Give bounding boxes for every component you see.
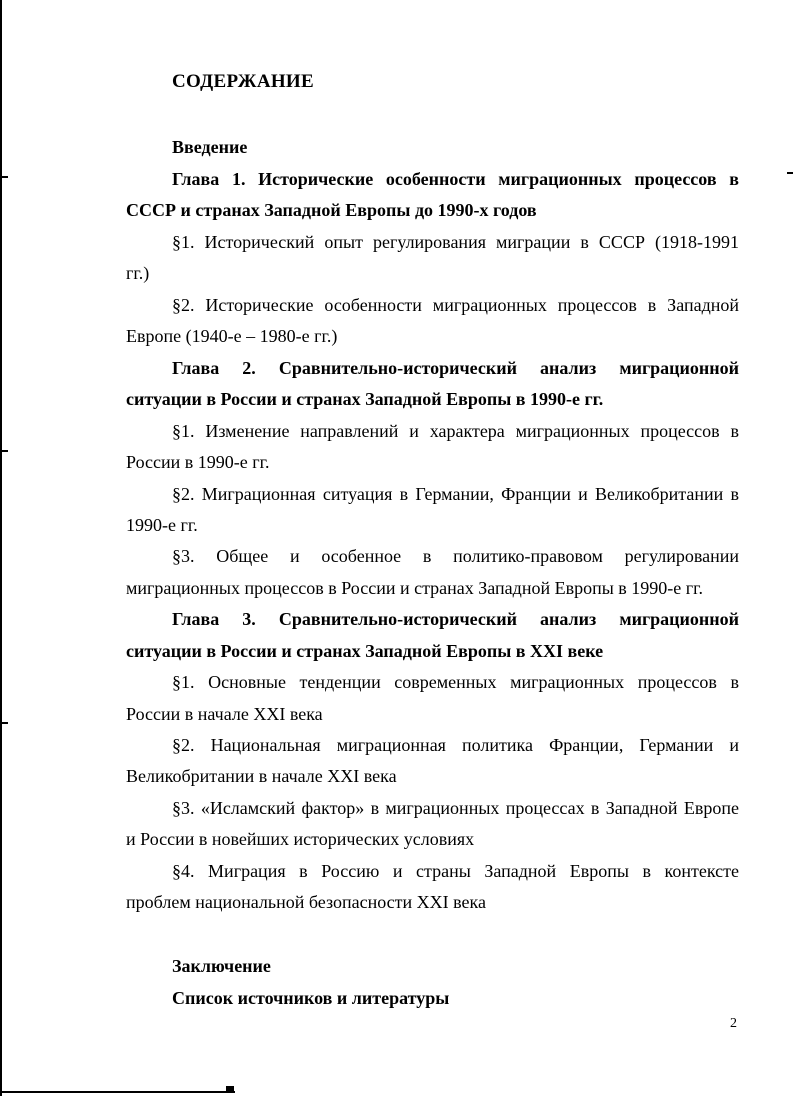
toc-chapter-3-line-2: ситуации в России и странах Западной Европы в XXI веке bbox=[126, 641, 604, 661]
toc-section-3-3-line-1: §3. «Исламский фактор» в миграционных процессах в Западной Европе bbox=[172, 798, 739, 818]
page-title: СОДЕРЖАНИЕ bbox=[172, 71, 314, 92]
toc-section-3-3-line-2: и России в новейших исторических условиях bbox=[126, 829, 475, 849]
left-tick-mark bbox=[0, 722, 8, 724]
toc-chapter-3-line-1: Глава 3. Сравнительно-исторический анализ миграционной bbox=[172, 609, 739, 629]
page-number: 2 bbox=[730, 1016, 737, 1031]
toc-section-3-2-line-1: §2. Национальная миграционная политика Франции, Германии и bbox=[172, 735, 739, 755]
bottom-edge-mark bbox=[226, 1086, 234, 1092]
toc-section-2-1-line-2: России в 1990-е гг. bbox=[126, 452, 270, 472]
toc-section-3-4-line-1: §4. Миграция в Россию и страны Западной Европы в контексте bbox=[172, 861, 739, 881]
toc-section-2-3-line-1: §3. Общее и особенное в политико-правовом регулировании bbox=[172, 546, 739, 566]
toc-section-2-2-line-2: 1990-е гг. bbox=[126, 515, 198, 535]
toc-section-1-1-line-1: §1. Исторический опыт регулирования миграции в СССР (1918-1991 bbox=[172, 232, 739, 252]
toc-entry-bibliography: Список источников и литературы bbox=[172, 988, 450, 1008]
toc-section-3-2-line-2: Великобритании в начале XXI века bbox=[126, 766, 397, 786]
toc-chapter-2-line-2: ситуации в России и странах Западной Европы в 1990-е гг. bbox=[126, 389, 604, 409]
toc-section-3-1-line-2: России в начале XXI века bbox=[126, 704, 323, 724]
bottom-edge-mark bbox=[0, 1091, 235, 1093]
toc-section-1-2-line-1: §2. Исторические особенности миграционных процессов в Западной bbox=[172, 295, 739, 315]
left-edge-mark bbox=[0, 0, 2, 1096]
left-tick-mark bbox=[0, 176, 8, 178]
toc-section-2-3-line-2: миграционных процессов в России и странах Западной Европы в 1990-е гг. bbox=[126, 578, 704, 598]
toc-section-2-2-line-1: §2. Миграционная ситуация в Германии, Франции и Великобритании в bbox=[172, 484, 739, 504]
toc-entry-conclusion: Заключение bbox=[172, 956, 271, 976]
right-tick-mark bbox=[787, 172, 793, 174]
toc-chapter-1-line-2: СССР и странах Западной Европы до 1990-х годов bbox=[126, 200, 537, 220]
toc-chapter-1-line-1: Глава 1. Исторические особенности миграционных процессов в bbox=[172, 169, 739, 189]
toc-entry-introduction: Введение bbox=[172, 137, 248, 157]
toc-section-2-1-line-1: §1. Изменение направлений и характера миграционных процессов в bbox=[172, 421, 739, 441]
toc-section-1-1-line-2: гг.) bbox=[126, 263, 150, 283]
toc-chapter-2-line-1: Глава 2. Сравнительно-исторический анализ миграционной bbox=[172, 358, 739, 378]
toc-section-3-1-line-1: §1. Основные тенденции современных миграционных процессов в bbox=[172, 672, 739, 692]
left-tick-mark bbox=[0, 450, 8, 452]
toc-section-3-4-line-2: проблем национальной безопасности XXI века bbox=[126, 892, 486, 912]
toc-section-1-2-line-2: Европе (1940-е – 1980-е гг.) bbox=[126, 326, 338, 346]
